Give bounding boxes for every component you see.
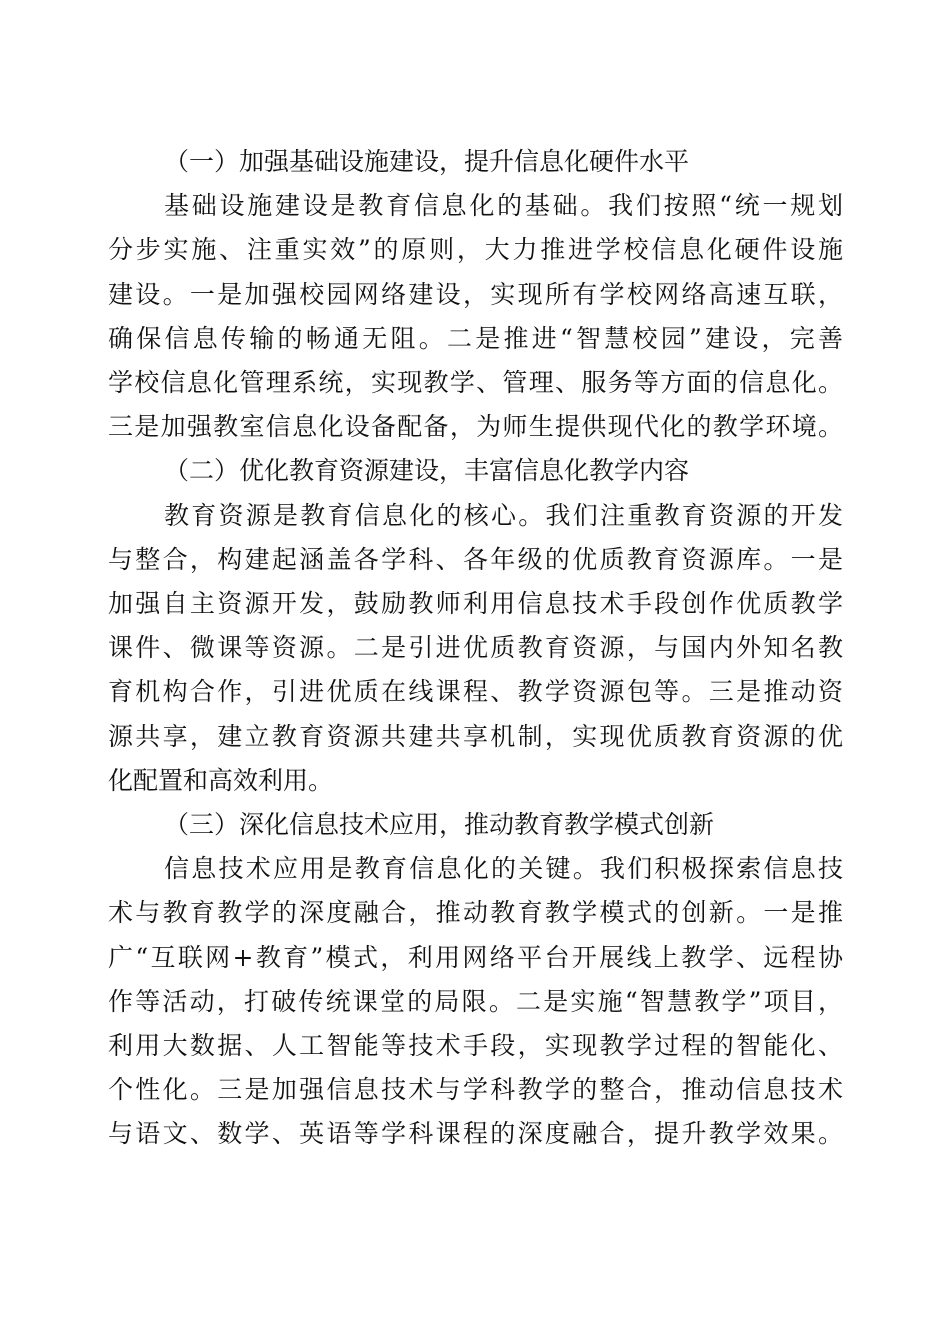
paragraph-line: 化配置和高效利用。 [108, 765, 334, 795]
paragraph-line: 确保信息传输的畅通无阻。二是推进“智慧校园”建设，完善 [108, 323, 843, 353]
paragraph-line: 广“互联网+教育”模式，利用网络平台开展线上教学、远程协 [108, 942, 843, 972]
paragraph-line: 教育资源是教育信息化的核心。我们注重教育资源的开发 [164, 500, 843, 530]
paragraph-line: 育机构合作，引进优质在线课程、教学资源包等。三是推动资 [108, 677, 843, 707]
section-heading-2: （二）优化教育资源建设，丰富信息化教学内容 [164, 456, 690, 486]
paragraph-line: 加强自主资源开发，鼓励教师利用信息技术手段创作优质教学 [108, 589, 843, 619]
section-heading-3: （三）深化信息技术应用，推动教育教学模式创新 [164, 810, 715, 840]
paragraph-line: 建设。一是加强校园网络建设，实现所有学校网络高速互联， [108, 279, 843, 309]
paragraph-line: 三是加强教室信息化设备配备，为师生提供现代化的教学环境。 [108, 412, 843, 442]
paragraph-line: 学校信息化管理系统，实现教学、管理、服务等方面的信息化。 [108, 368, 843, 398]
document-body [108, 140, 843, 1157]
paragraph-line: 信息技术应用是教育信息化的关键。我们积极探索信息技 [164, 854, 843, 884]
section-paragraph-3 [108, 847, 843, 1156]
section-paragraph-2 [108, 494, 843, 803]
paragraph-line: 利用大数据、人工智能等技术手段，实现教学过程的智能化、 [108, 1031, 843, 1061]
section-heading-1: （一）加强基础设施建设，提升信息化硬件水平 [164, 147, 690, 176]
paragraph-line: 分步实施、注重实效”的原则，大力推进学校信息化硬件设施 [108, 235, 843, 265]
paragraph-line: 个性化。三是加强信息技术与学科教学的整合，推动信息技术 [108, 1075, 843, 1105]
paragraph-line: 与整合，构建起涵盖各学科、各年级的优质教育资源库。一是 [108, 544, 843, 574]
paragraph-line: 术与教育教学的深度融合，推动教育教学模式的创新。一是推 [108, 898, 843, 928]
paragraph-line: 与语文、数学、英语等学科课程的深度融合，提升教学效果。 [108, 1119, 843, 1149]
section-paragraph-1 [108, 184, 843, 449]
paragraph-line: 课件、微课等资源。二是引进优质教育资源，与国内外知名教 [108, 633, 843, 663]
paragraph-line: 作等活动，打破传统课堂的局限。二是实施“智慧教学”项目， [108, 986, 843, 1016]
paragraph-line: 基础设施建设是教育信息化的基础。我们按照“统一规划 [164, 191, 843, 221]
paragraph-line: 源共享，建立教育资源共建共享机制，实现优质教育资源的优 [108, 721, 843, 751]
